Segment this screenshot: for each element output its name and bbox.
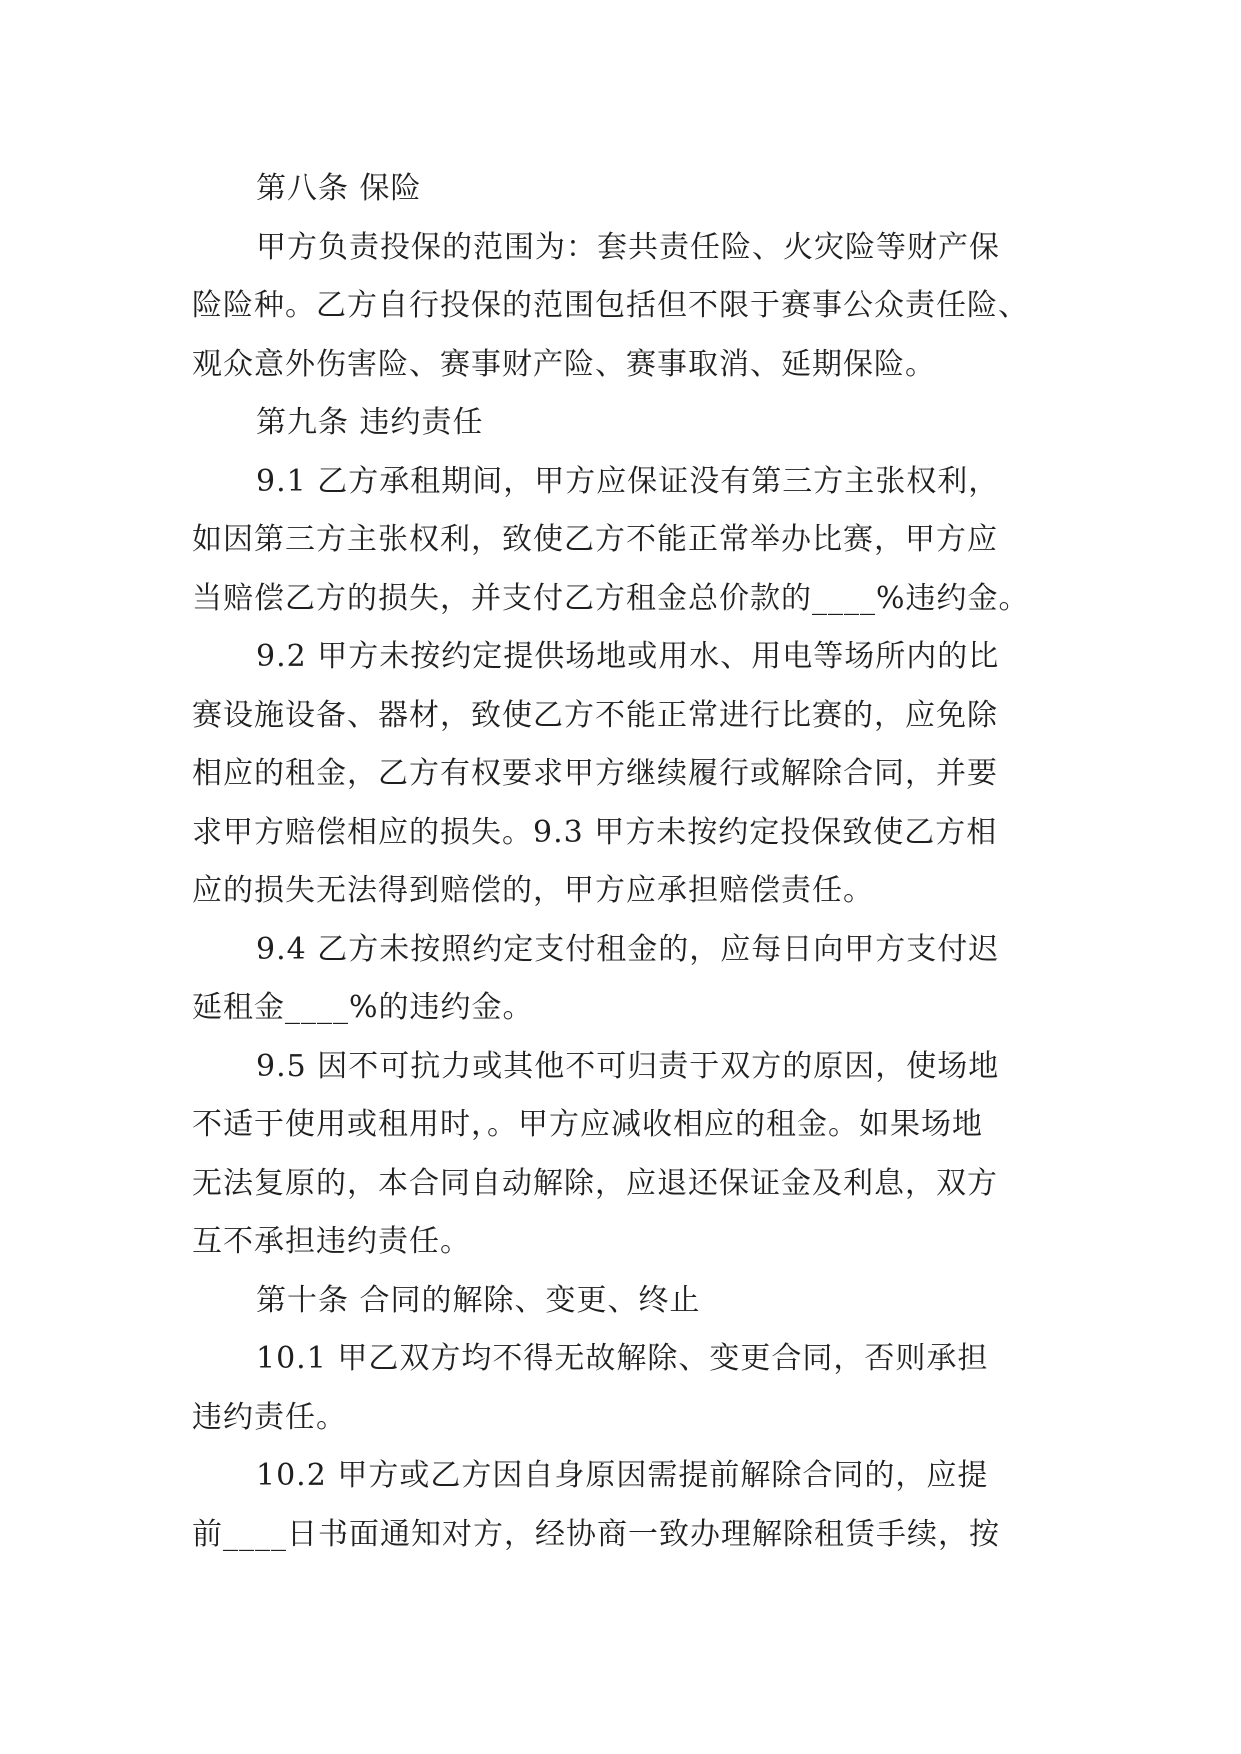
paragraph-line: 当赔偿乙方的损失，并支付乙方租金总价款的____%违约金。 (192, 580, 1030, 616)
paragraph-line: 违约责任。 (192, 1399, 347, 1435)
paragraph-line: 9.4 乙方未按照约定支付租金的，应每日向甲方支付迟 (256, 931, 1000, 967)
paragraph-line: 求甲方赔偿相应的损失。9.3 甲方未按约定投保致使乙方相 (192, 814, 998, 850)
paragraph-line: 甲方负责投保的范围为：套共责任险、火灾险等财产保 (256, 229, 1000, 265)
section-8-heading: 第八条 保险 (256, 171, 422, 206)
section-10-heading: 第十条 合同的解除、变更、终止 (256, 1282, 701, 1318)
paragraph-line: 9.1 乙方承租期间，甲方应保证没有第三方主张权利， (256, 463, 1000, 499)
paragraph-line: 相应的租金，乙方有权要求甲方继续履行或解除合同，并要 (192, 756, 998, 791)
paragraph-line: 10.2 甲方或乙方因自身原因需提前解除合同的，应提 (256, 1458, 989, 1493)
paragraph-line: 无法复原的，本合同自动解除，应退还保证金及利息，双方 (192, 1165, 998, 1201)
paragraph-line: 互不承担违约责任。 (192, 1224, 471, 1259)
paragraph-line: 9.5 因不可抗力或其他不可归责于双方的原因，使场地 (256, 1048, 1000, 1084)
paragraph-line: 延租金____%的违约金。 (192, 990, 534, 1025)
paragraph-line: 应的损失无法得到赔偿的，甲方应承担赔偿责任。 (192, 873, 874, 908)
paragraph-line: 不适于使用或租用时，。甲方应减收相应的租金。如果场地 (192, 1107, 983, 1142)
paragraph-line: 10.1 甲乙双方均不得无故解除、变更合同，否则承担 (256, 1341, 989, 1376)
paragraph-line: 如因第三方主张权利，致使乙方不能正常举办比赛，甲方应 (192, 522, 998, 557)
paragraph-line: 赛设施设备、器材，致使乙方不能正常进行比赛的，应免除 (192, 697, 998, 733)
paragraph-line: 险险种。乙方自行投保的范围包括但不限于赛事公众责任险、 (192, 288, 1029, 323)
paragraph-line: 观众意外伤害险、赛事财产险、赛事取消、延期保险。 (192, 346, 936, 382)
document-body (192, 160, 1052, 1564)
paragraph-line: 前____日书面通知对方，经协商一致办理解除租赁手续，按 (192, 1516, 1000, 1552)
paragraph-line: 9.2 甲方未按约定提供场地或用水、用电等场所内的比 (256, 639, 1000, 674)
section-9-heading: 第九条 违约责任 (256, 405, 484, 440)
